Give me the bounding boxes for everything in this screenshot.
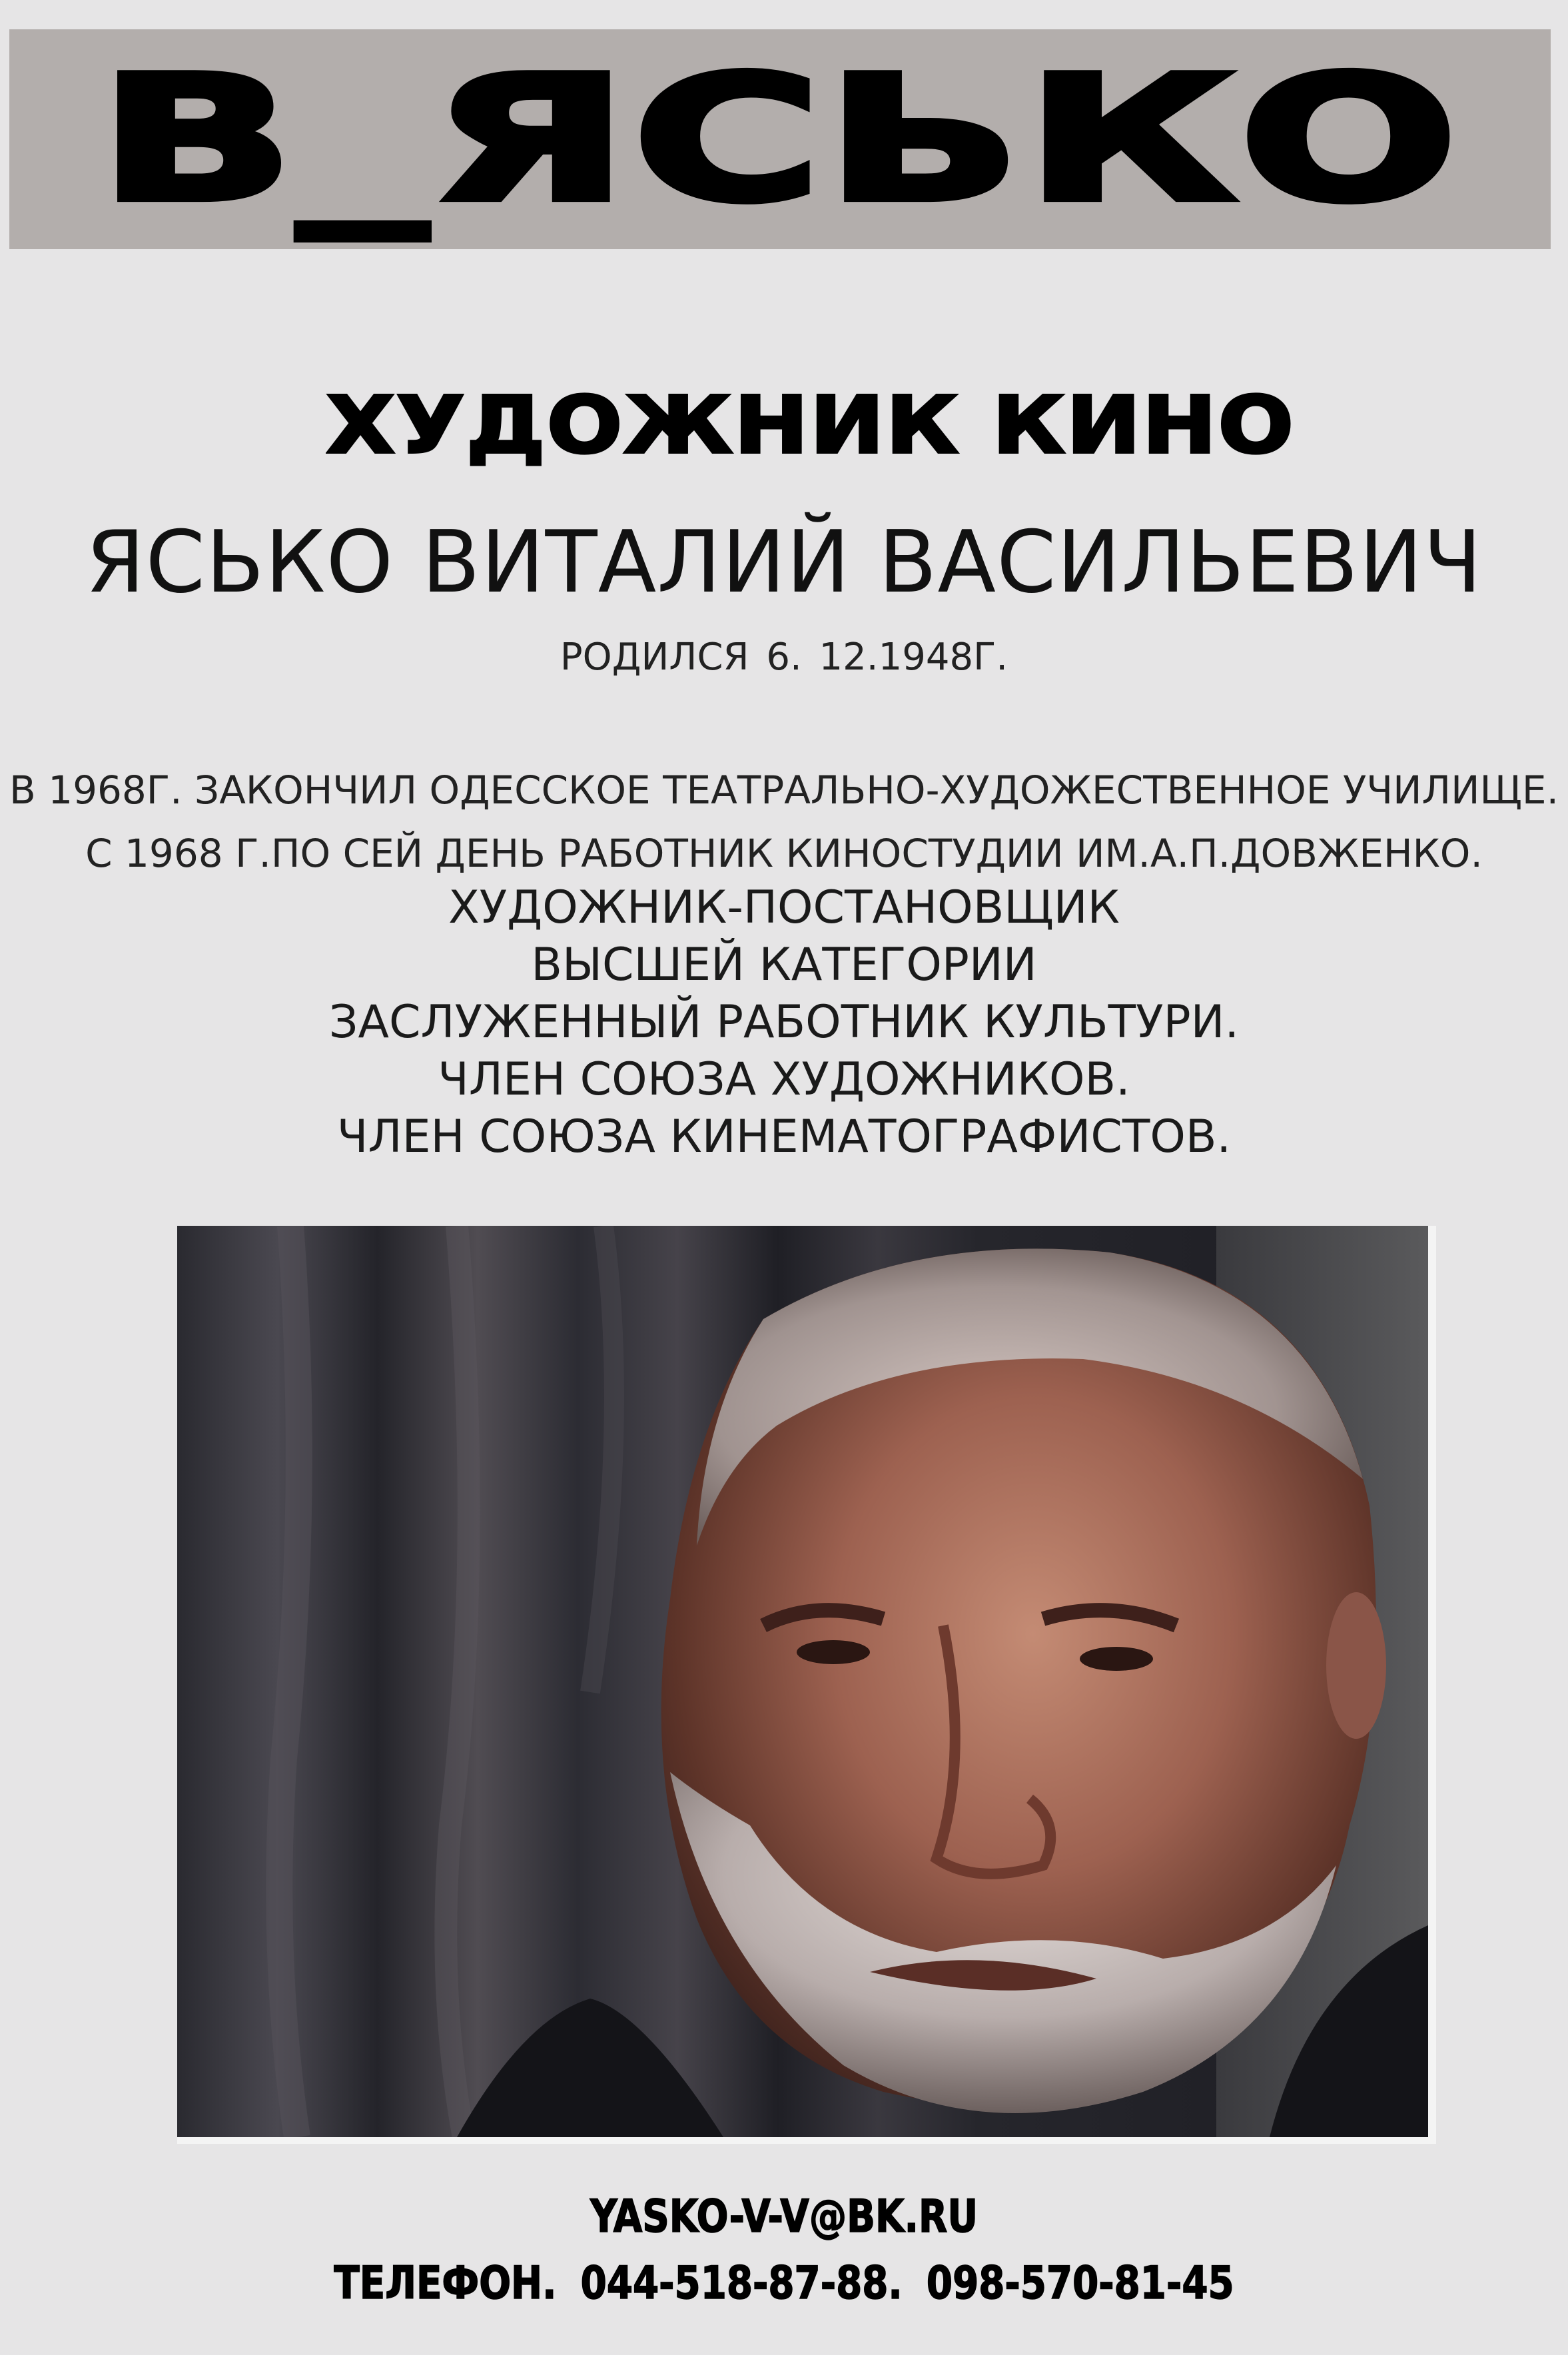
full-name: ЯСЬКО ВИТАЛИЙ ВАСИЛЬЕВИЧ — [85, 513, 1483, 612]
bio-line-honor: ЗАСЛУЖЕННЫЙ РАБОТНИК КУЛЬТУРИ. — [328, 996, 1240, 1049]
bio-line-film-union: ЧЛЕН СОЮЗА КИНЕМАТОГРАФИСТОВ. — [336, 1111, 1232, 1163]
bio-line-education: В 1968Г. ЗАКОНЧИЛ ОДЕССКОЕ ТЕАТРАЛЬНО-ХУДОЖЕСТВЕННОЕ УЧИЛИЩЕ. — [9, 767, 1559, 813]
banner-title: В_ЯСЬКО — [98, 39, 1462, 240]
email-address: YASKO-V-V@BK.RU — [589, 2190, 979, 2243]
phone-numbers: ТЕЛЕФОН. 044-518-87-88. 098-570-81-45 — [334, 2257, 1234, 2310]
name-banner — [9, 29, 1551, 249]
bio-line-role: ХУДОЖНИК-ПОСТАНОВЩИК — [448, 881, 1120, 934]
bio-line-studio: С 1968 Г.ПО СЕЙ ДЕНЬ РАБОТНИК КИНОСТУДИИ ИМ.А.П.ДОВЖЕНКО. — [85, 831, 1483, 876]
profession-heading: ХУДОЖНИК КИНО — [326, 379, 1296, 471]
portrait-photo — [177, 1226, 1436, 2144]
bio-line-artists-union: ЧЛЕН СОЮЗА ХУДОЖНИКОВ. — [438, 1053, 1130, 1106]
birth-date: РОДИЛСЯ 6. 12.1948Г. — [560, 636, 1008, 679]
bio-line-category: ВЫСШЕЙ КАТЕГОРИИ — [531, 939, 1037, 991]
